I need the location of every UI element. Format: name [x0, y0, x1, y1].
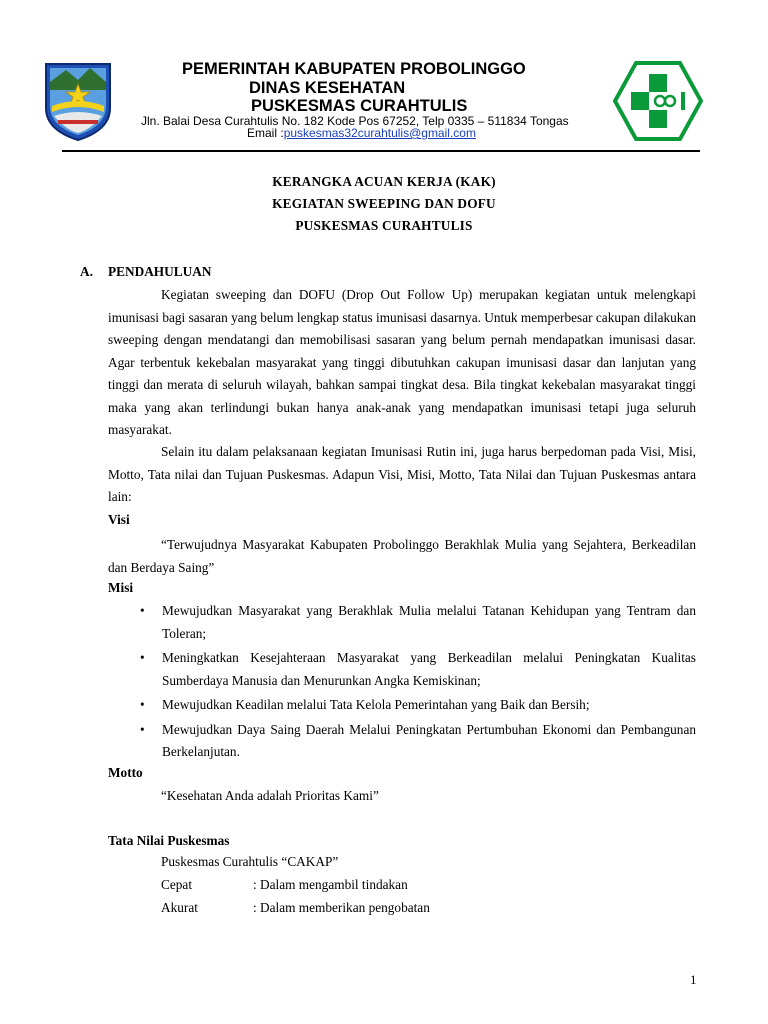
list-item: [108, 694, 696, 717]
tata-nilai-value: : Dalam mengambil tindakan: [253, 877, 408, 892]
list-item: [108, 647, 696, 692]
puskesmas-cross-logo-icon: [612, 60, 704, 142]
misi-list: [108, 600, 696, 766]
misi-item-text: Meningkatkan Kesejahteraan Masyarakat yang Berkeadilan melalui Peningkatan Kualitas Sumberdaya Manusia dan Menurunkan Angka Kemiskinan;: [162, 650, 696, 688]
tata-nilai-row: [161, 900, 430, 916]
letterhead-address: Jln. Balai Desa Curahtulis No. 182 Kode Pos 67252, Telp 0335 – 511834 Tongas: [141, 114, 569, 128]
letterhead-divider: [62, 150, 700, 152]
misi-item-text: Mewujudkan Keadilan melalui Tata Kelola Pemerintahan yang Baik dan Bersih;: [162, 697, 590, 712]
tata-nilai-heading: Tata Nilai Puskesmas: [108, 833, 230, 848]
section-heading: [80, 264, 211, 280]
tata-nilai-key: Cepat: [161, 877, 193, 892]
letterhead-government: PEMERINTAH KABUPATEN PROBOLINGGO: [182, 60, 526, 78]
letterhead-email-line: [247, 126, 476, 140]
guideline-paragraph: Selain itu dalam pelaksanaan kegiatan Imunisasi Rutin ini, juga harus berpedoman pada Visi, Misi, Motto, Tata nilai dan Tujuan Puskesmas. Adapun Visi, Misi, Motto, Tata Nilai dan Tujuan Puskesmas antara lain:: [108, 444, 696, 504]
tata-nilai-key: Akurat: [161, 900, 198, 915]
misi-item-text: Mewujudkan Daya Saing Daerah Melalui Peningkatan Pertumbuhan Ekonomi dan Pembangunan Berkelanjutan.: [162, 721, 696, 759]
bullet-icon: •: [140, 697, 145, 712]
section-title: PENDAHULUAN: [108, 264, 212, 279]
probolinggo-regency-emblem-icon: [40, 60, 116, 142]
email-link[interactable]: puskesmas32curahtulis@gmail.com: [283, 126, 476, 140]
list-item: [108, 600, 696, 645]
tata-nilai-row: [161, 877, 408, 893]
misi-heading: Misi: [108, 580, 134, 595]
bullet-icon: •: [140, 603, 145, 618]
visi-statement: “Terwujudnya Masyarakat Kabupaten Probolinggo Berakhlak Mulia yang Sejahtera, Berkeadilan dan Berdaya Saing”: [108, 537, 696, 575]
document-subtitle-activity: KEGIATAN SWEEPING DAN DOFU: [272, 196, 496, 211]
letterhead-puskesmas: PUSKESMAS CURAHTULIS: [251, 97, 468, 115]
motto-heading: Motto: [108, 765, 143, 780]
tata-nilai-subtitle: Puskesmas Curahtulis “CAKAP”: [161, 854, 339, 869]
misi-item-text: Mewujudkan Masyarakat yang Berakhlak Mulia melalui Tatanan Kehidupan yang Tentram dan Toleran;: [162, 603, 696, 641]
motto-statement: “Kesehatan Anda adalah Prioritas Kami”: [161, 788, 379, 803]
page-number: 1: [690, 972, 697, 987]
document-title: KERANGKA ACUAN KERJA (KAK): [272, 174, 496, 189]
bullet-icon: •: [140, 721, 145, 737]
intro-paragraph: Kegiatan sweeping dan DOFU (Drop Out Follow Up) merupakan kegiatan untuk melengkapi imunisasi bagi sasaran yang belum lengkap status imunisasi dasarnya. Untuk memperbesar cakupan dilakukan sweeping dengan mendatangi dan memobilisasi sasaran yang belum pernah mendapatkan imunisasi dasar. Agar terbentuk kekebalan masyarakat yang tinggi dibutuhkan cakupan imunisasi dasar dan lanjutan yang tinggi dan merata di seluruh wilayah, bahkan sampai tingkat desa. Bila tingkat kekebalan masyarakat tinggi maka yang akan terlindungi bukan hanya anak-anak yang mendapatkan imunisasi tetapi juga seluruh masyarakat.: [108, 287, 696, 437]
document-subtitle-puskesmas: PUSKESMAS CURAHTULIS: [295, 218, 473, 233]
visi-heading: Visi: [108, 512, 130, 527]
letterhead-department: DINAS KESEHATAN: [249, 79, 406, 97]
email-label: Email :: [247, 126, 284, 140]
section-letter: A.: [80, 264, 93, 279]
tata-nilai-value: : Dalam memberikan pengobatan: [253, 900, 430, 915]
bullet-icon: •: [140, 650, 145, 665]
list-item: [108, 719, 696, 764]
